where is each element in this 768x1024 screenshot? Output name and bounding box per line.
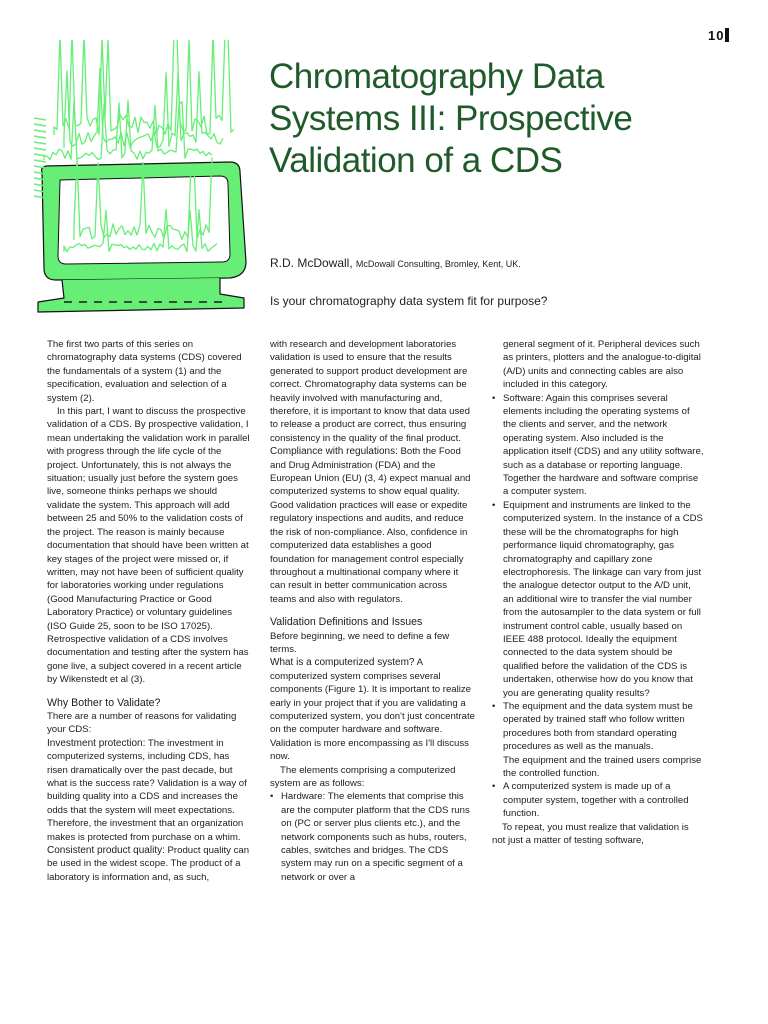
bullet-list bbox=[492, 499, 704, 754]
list-item: • Hardware: The elements that comprise this are the computer platform that the CDS runs on (PC or server plus clients etc.), and the network components such as hubs, routers, cables, switches and bridges. The CDS system may run on a specific segment of a network or over a bbox=[270, 790, 475, 884]
page-number: 10 bbox=[708, 28, 729, 43]
standfirst: Is your chromatography data system fit for purpose? bbox=[270, 294, 548, 308]
run-in-heading: What is a computerized system? bbox=[270, 657, 415, 669]
paragraph: There are a number of reasons for validating your CDS: bbox=[47, 710, 237, 736]
paragraph: The elements comprising a computerized system are as follows: bbox=[270, 764, 456, 789]
paragraph: To repeat, you must realize that validation is not just a matter of testing software, bbox=[492, 821, 689, 847]
list-item: • A computerized system is made up of a computer system, together with a controlled function. bbox=[492, 780, 704, 820]
bullet-list bbox=[270, 790, 475, 884]
bullet-list bbox=[492, 780, 704, 820]
monitor-with-chromatogram-icon bbox=[34, 40, 254, 315]
byline bbox=[270, 256, 521, 270]
text-column-1 bbox=[47, 338, 252, 884]
paragraph: In this part, I want to discuss the prospective validation of a CDS. By prospective validation, I mean undertaking the validation work in parallel with progress through the life cycle of the project. Unfortunately, this is not always the situation; usually just before the system goes live, someone thinks perhaps we should validate the system. This approach will add between 25 and 50% to the validation costs of the project. The reason is mainly because documentation that should have been written at key stages of the project were missed or, if written, may not have been of sufficient quality for laboratories working under regulations (Good Manufacturing Practice or Good Laboratory Practice) or voluntary guidelines (ISO Guide 25, soon to be ISO 17025). Retrospective validation of a CDS involves documentation and testing after the system has gone live, a subject covered in a recent article by Wikenstedt et al (3). bbox=[47, 406, 250, 686]
page-title: Chromatography Data Systems III: Prospective Validation of a CDS bbox=[269, 57, 633, 180]
list-item: • Software: Again this comprises several elements including the operating systems of the clients and server, and the network operating system. Also included is the application itself (CDS) and any utility software, such as a database or reporting language. bbox=[492, 392, 704, 472]
bullet-list bbox=[492, 392, 704, 472]
author-name: R.D. McDowall, bbox=[270, 256, 353, 270]
paragraph: Consistent product quality: Product quality can be used in the widest scope. The product of a laboratory is information and, as such, bbox=[47, 845, 250, 883]
list-item: • The equipment and the data system must be operated by trained staff who follow written procedures both from standard operating procedures as well as the manuals. bbox=[492, 700, 704, 754]
text-column-3 bbox=[492, 338, 704, 847]
paragraph: The first two parts of this series on chromatography data systems (CDS) covered the fundamentals of a system (1) and the specification, evaluation and selection of a system (2). bbox=[47, 339, 242, 404]
paragraph: What is a computerized system? A computerized system comprises several components (Figure 1). It is important to realize early in your project that if you are validating a computerized system, you don't just concentrate on the computer hardware and software. Validation is more encompassing as I'll discuss now. bbox=[270, 657, 476, 763]
paragraph: The equipment and the trained users comprise the controlled function. bbox=[503, 754, 702, 779]
paragraph: general segment of it. Peripheral devices such as printers, plotters and the analogue-to-digital (A/D) units and connecting cables are also included in this category. bbox=[503, 339, 701, 391]
run-in-heading: Compliance with regulations: bbox=[270, 446, 398, 458]
author-affiliation: McDowall Consulting, Bromley, Kent, UK. bbox=[355, 259, 521, 269]
paragraph: Investment protection: The investment in computerized systems, including CDS, has risen dramatically over the past decade, but what is the success rate? Validation is a way of building quality into a CDS and increases the odds that the system will meet expectations. Therefore, the investment that an organization makes is protected from purchase on a whim. bbox=[47, 737, 247, 843]
paragraph: Together the hardware and software comprise a computer system. bbox=[503, 473, 699, 498]
list-item: • Equipment and instruments are linked to the computerized system. In the instance of a CDS these will be the chromatographs for high performance liquid chromatography, gas chromatography and capillary zone electrophoresis. The linkage can vary from just the analogue detector output to the A/D unit, an additional wire to transfer the vial number from the autosampler to the data system or full instrument control cable, usually based on IEEE 488 protocol. Ideally the equipment connected to the data system should be qualified before the validation of the CDS is undertaken, otherwise how do you know that you are generating quality results? bbox=[492, 499, 704, 700]
text-column-2 bbox=[270, 338, 475, 884]
paragraph: Before beginning, we need to define a few terms. bbox=[270, 630, 450, 655]
paragraph: with research and development laboratories validation is used to ensure that the results generated to support product development are correct. Chromatography data systems can be heavily involved with manufacturing and, therefore, it is important to know that data used to release a product are correct, thus ensuring consistency in the quality of the final product. bbox=[270, 339, 470, 444]
run-in-heading: Consistent product quality: bbox=[47, 845, 165, 857]
paragraph: Compliance with regulations: Both the Food and Drug Administration (FDA) and the European Union (EU) (3, 4) expect manual and computerized systems to show equal quality. Good validation practices will ease or expedite regulatory inspections and audits, and reduce the risk of non-compliance. Also, confidence in computerized data establishes a good foundation for management control especially throughout a multinational company where it can result in better communication across teams and also with regulators. bbox=[270, 446, 471, 605]
section-heading: Why Bother to Validate? bbox=[47, 696, 161, 709]
run-in-heading: Investment protection: bbox=[47, 737, 146, 749]
section-heading: Validation Definitions and Issues bbox=[270, 616, 423, 629]
